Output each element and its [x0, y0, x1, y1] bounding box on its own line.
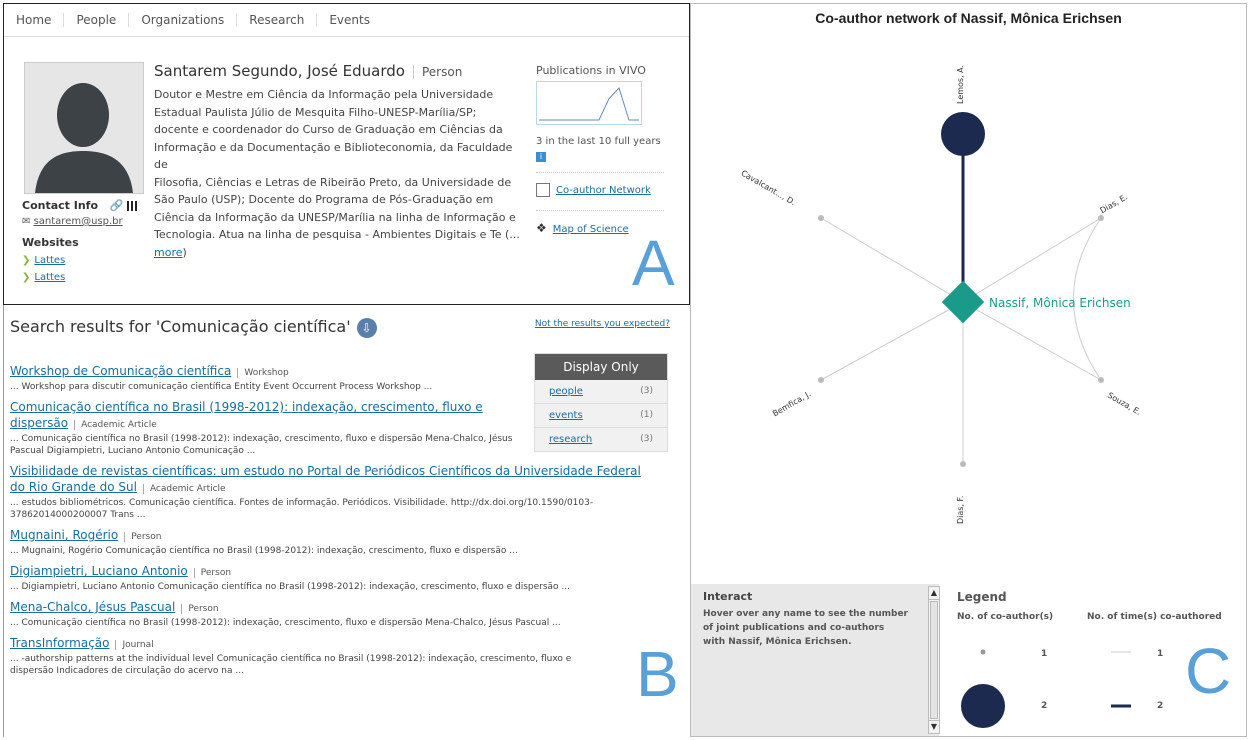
- nav-research[interactable]: Research: [237, 13, 317, 27]
- pubs-desc: 3 in the last 10 full years: [536, 136, 661, 147]
- result-item: [10, 635, 610, 677]
- coauthor-label[interactable]: Lemos, A.: [956, 64, 965, 104]
- search-results-panel: [3, 305, 690, 737]
- coauthor-edge: [963, 302, 1101, 380]
- nav-organizations[interactable]: Organizations: [129, 13, 237, 27]
- coauthor-edge: [821, 218, 963, 302]
- profile-name: [154, 62, 462, 80]
- filter-label[interactable]: research: [549, 434, 593, 445]
- search-title-text: Search results for 'Comunicação científica': [10, 317, 351, 336]
- coauthor-label[interactable]: Dias, E.: [1098, 192, 1130, 216]
- biography: Doutor e Mestre em Ciência da Informação pela Universidade Estadual Paulista Júlio de Mesquita Filho-UNESP-Marília/SP; docente e coordenador do Curso de Graduação em Ciências da Informação e da Documentação e Biblioteconomia, da Faculdade de Filosofia, Ciências e Letras de Ribeirão Preto, da Universidade de São Paulo (USP); Docente do Programa de Pós-Graduação em Ciência da Informação da UNESP/Marília na linha de Informação e Tecnologia. Atua na linha de pesquisa - Ambientes Digitais e Te (... more): [154, 86, 524, 261]
- interact-scrollbar[interactable]: [928, 586, 940, 734]
- result-item: [10, 363, 520, 393]
- legend-value: 2: [1041, 701, 1048, 711]
- result-kind: Academic Article: [74, 420, 157, 430]
- coauthor-label[interactable]: Bemfica, J.: [771, 389, 813, 419]
- coauthor-node[interactable]: [1098, 377, 1104, 383]
- coauthor-node[interactable]: [1098, 215, 1104, 221]
- result-title[interactable]: Mena-Chalco, Jésus Pascual: [10, 600, 176, 614]
- bio-line: docente e coordenador do Curso de Graduação em Ciências da: [154, 123, 503, 136]
- download-icon[interactable]: ⇩: [357, 318, 377, 338]
- website-link[interactable]: Lattes: [34, 255, 66, 266]
- websites: [22, 236, 79, 283]
- coauthor-label[interactable]: Dias, F.: [956, 495, 965, 524]
- center-label[interactable]: Nassif, Mônica Erichsen: [989, 296, 1131, 310]
- nav-people[interactable]: People: [64, 13, 129, 27]
- interact-box: [691, 584, 939, 736]
- website-link[interactable]: Lattes: [34, 272, 66, 283]
- interact-text: Hover over any name to see the number of joint publications and co-authors with Nassif, Mônica Erichsen.: [703, 609, 909, 647]
- coauthor-node[interactable]: [818, 377, 824, 383]
- bio-line: Ciência da Informação da UNESP/Marília na linha de Informação e: [154, 210, 516, 224]
- coauthor-node[interactable]: [941, 112, 985, 156]
- bio-line: São Paulo (USP); Docente do Programa de Pós-Graduação em: [154, 193, 494, 206]
- sparkline-line: [539, 88, 639, 120]
- chevron-right-icon: ❯: [22, 272, 31, 283]
- legend-col-times: No. of time(s) co-authored: [1087, 612, 1222, 622]
- panel-letter-a: A: [632, 227, 675, 299]
- result-kind: Academic Article: [143, 484, 226, 494]
- result-kind: Person: [181, 604, 218, 614]
- publications-sparkline: [536, 81, 642, 125]
- result-item: [10, 599, 630, 629]
- nav-home[interactable]: Home: [4, 13, 64, 27]
- map-of-science-icon: ❖: [536, 221, 547, 235]
- result-snippet: ... Workshop para discutir comunicação científica Entity Event Occurrent Process Workshop ...: [10, 382, 433, 392]
- qr-code-icon[interactable]: [127, 201, 137, 211]
- result-snippet: ... Digiampietri, Luciano Antonio Comunicação científica no Brasil (1998-2012): indexação, crescimento, fluxo e dispersão ...: [10, 582, 571, 592]
- legend-heading: Legend: [957, 590, 1007, 604]
- not-expected-link[interactable]: Not the results you expected?: [534, 319, 670, 329]
- bio-line: Filosofia, Ciências e Letras de Ribeirão Preto, da Universidade de: [154, 175, 512, 189]
- result-title[interactable]: Visibilidade de revistas científicas: um estudo no Portal de Periódicos Científicos da Universidade Federal do Rio Grande do Sul: [10, 464, 641, 494]
- envelope-icon: ✉: [22, 216, 31, 227]
- contact-heading: Contact Info: [22, 199, 99, 212]
- panel-letter-c: C: [1185, 635, 1232, 707]
- link-icon[interactable]: 🔗: [109, 199, 124, 212]
- network-icon: [536, 183, 550, 197]
- profile-photo: [24, 62, 144, 194]
- result-kind: Workshop: [237, 368, 288, 378]
- more-link[interactable]: more: [154, 245, 183, 259]
- filter-count: (3): [640, 386, 653, 396]
- filter-count: (3): [640, 434, 653, 444]
- legend-value: 1: [1041, 649, 1048, 659]
- contact-info: [22, 199, 137, 227]
- result-title[interactable]: Comunicação científica no Brasil (1998-2012): indexação, crescimento, fluxo e dispersão: [10, 400, 483, 430]
- scroll-down-icon[interactable]: ▼: [930, 722, 938, 731]
- result-snippet: ... estudos bibliométricos. Comunicação científica. Fontes de informação. Periódicos. Visibilidade. http://dx.doi.org/10.1590/0103-37862014000200007 Trans ...: [10, 498, 594, 520]
- map-of-science-link[interactable]: Map of Science: [552, 224, 629, 235]
- result-kind: Journal: [115, 640, 153, 650]
- interact-heading: Interact: [703, 590, 753, 603]
- result-kind: Person: [194, 568, 231, 578]
- scroll-thumb[interactable]: [930, 601, 938, 719]
- bio-line: Estadual Paulista Júlio de Mesquita Filho-UNESP-Marília/SP;: [154, 105, 477, 119]
- legend-value: 2: [1157, 701, 1164, 711]
- scroll-up-icon[interactable]: ▲: [929, 587, 939, 600]
- coauthor-label[interactable]: Cavalcant..., D.: [739, 168, 798, 208]
- profile-panel: [3, 3, 690, 305]
- network-graph: [691, 32, 1246, 582]
- nav-events[interactable]: Events: [329, 13, 370, 27]
- panel-letter-b: B: [636, 638, 679, 710]
- coauthor-label[interactable]: Souza, E.: [1106, 390, 1143, 417]
- filter-label[interactable]: events: [549, 410, 583, 421]
- result-item: [10, 399, 520, 457]
- person-name: Santarem Segundo, José Eduardo: [154, 62, 405, 80]
- info-icon[interactable]: i: [536, 152, 546, 162]
- websites-heading: Websites: [22, 236, 79, 249]
- result-snippet: ... Mugnaini, Rogério Comunicação científica no Brasil (1998-2012): indexação, crescimento, fluxo e dispersão ...: [10, 546, 518, 556]
- legend-large-node: [961, 684, 1005, 728]
- result-item: [10, 463, 650, 521]
- legend-col-coauthors: No. of co-author(s): [957, 612, 1054, 622]
- top-nav: [4, 4, 689, 37]
- bio-line: Tecnologia. Atua na linha de pesquisa - Ambientes Digitais e Te (...: [154, 228, 520, 241]
- legend-box: [943, 584, 1246, 736]
- filter-label[interactable]: people: [549, 386, 583, 397]
- pubs-title: Publications in VIVO: [536, 64, 646, 77]
- email-link[interactable]: santarem@usp.br: [33, 216, 123, 227]
- filter-count: (1): [640, 410, 653, 420]
- results-list: [10, 363, 680, 683]
- coauthor-node[interactable]: [818, 215, 824, 221]
- result-title[interactable]: Workshop de Comunicação científica: [10, 364, 232, 378]
- display-only-header: Display Only: [535, 354, 667, 380]
- result-snippet: ... -authorship patterns at the individual level Comunicação científica no Brasil (1998-2012): indexação, crescimento, fluxo e dispersão Indicadores de circulação do acervo na ...: [10, 654, 572, 676]
- result-snippet: ... Comunicação científica no Brasil (1998-2012): indexação, crescimento, fluxo e dispersão Mena-Chalco, Jésus Pascual ...: [10, 618, 561, 628]
- entity-type: Person: [413, 65, 462, 79]
- publications-widget: [536, 64, 664, 164]
- search-title: [10, 317, 377, 338]
- result-snippet: ... Comunicação científica no Brasil (1998-2012): indexação, crescimento, fluxo e dispersão Mena-Chalco, Jésus Pascual Digiampietri, Luciano Antonio Comunicação ...: [10, 434, 513, 456]
- coauthor-edge: [821, 302, 963, 380]
- person-silhouette-icon: [25, 63, 143, 193]
- result-title[interactable]: Mugnaini, Rogério: [10, 528, 119, 542]
- result-item: [10, 527, 630, 557]
- center-node[interactable]: [942, 281, 984, 323]
- coauthor-node[interactable]: [960, 461, 966, 467]
- coauthor-network-link[interactable]: Co-author Network: [556, 185, 651, 196]
- bio-line: Doutor e Mestre em Ciência da Informação pela Universidade: [154, 88, 494, 101]
- legend-value: 1: [1157, 649, 1164, 659]
- bio-line: Informação e da Documentação e Biblioteconomia, da Faculdade de: [154, 140, 513, 171]
- coauthor-network-row: [536, 172, 664, 197]
- coauthor-network-panel: [690, 3, 1247, 737]
- legend-small-node: [981, 650, 986, 655]
- result-item: [10, 563, 630, 593]
- result-title[interactable]: TransInformação: [10, 636, 110, 650]
- network-title: Co-author network of Nassif, Mônica Erichsen: [815, 10, 1122, 26]
- result-title[interactable]: Digiampietri, Luciano Antonio: [10, 564, 188, 578]
- result-kind: Person: [124, 532, 161, 542]
- chevron-right-icon: ❯: [22, 255, 31, 266]
